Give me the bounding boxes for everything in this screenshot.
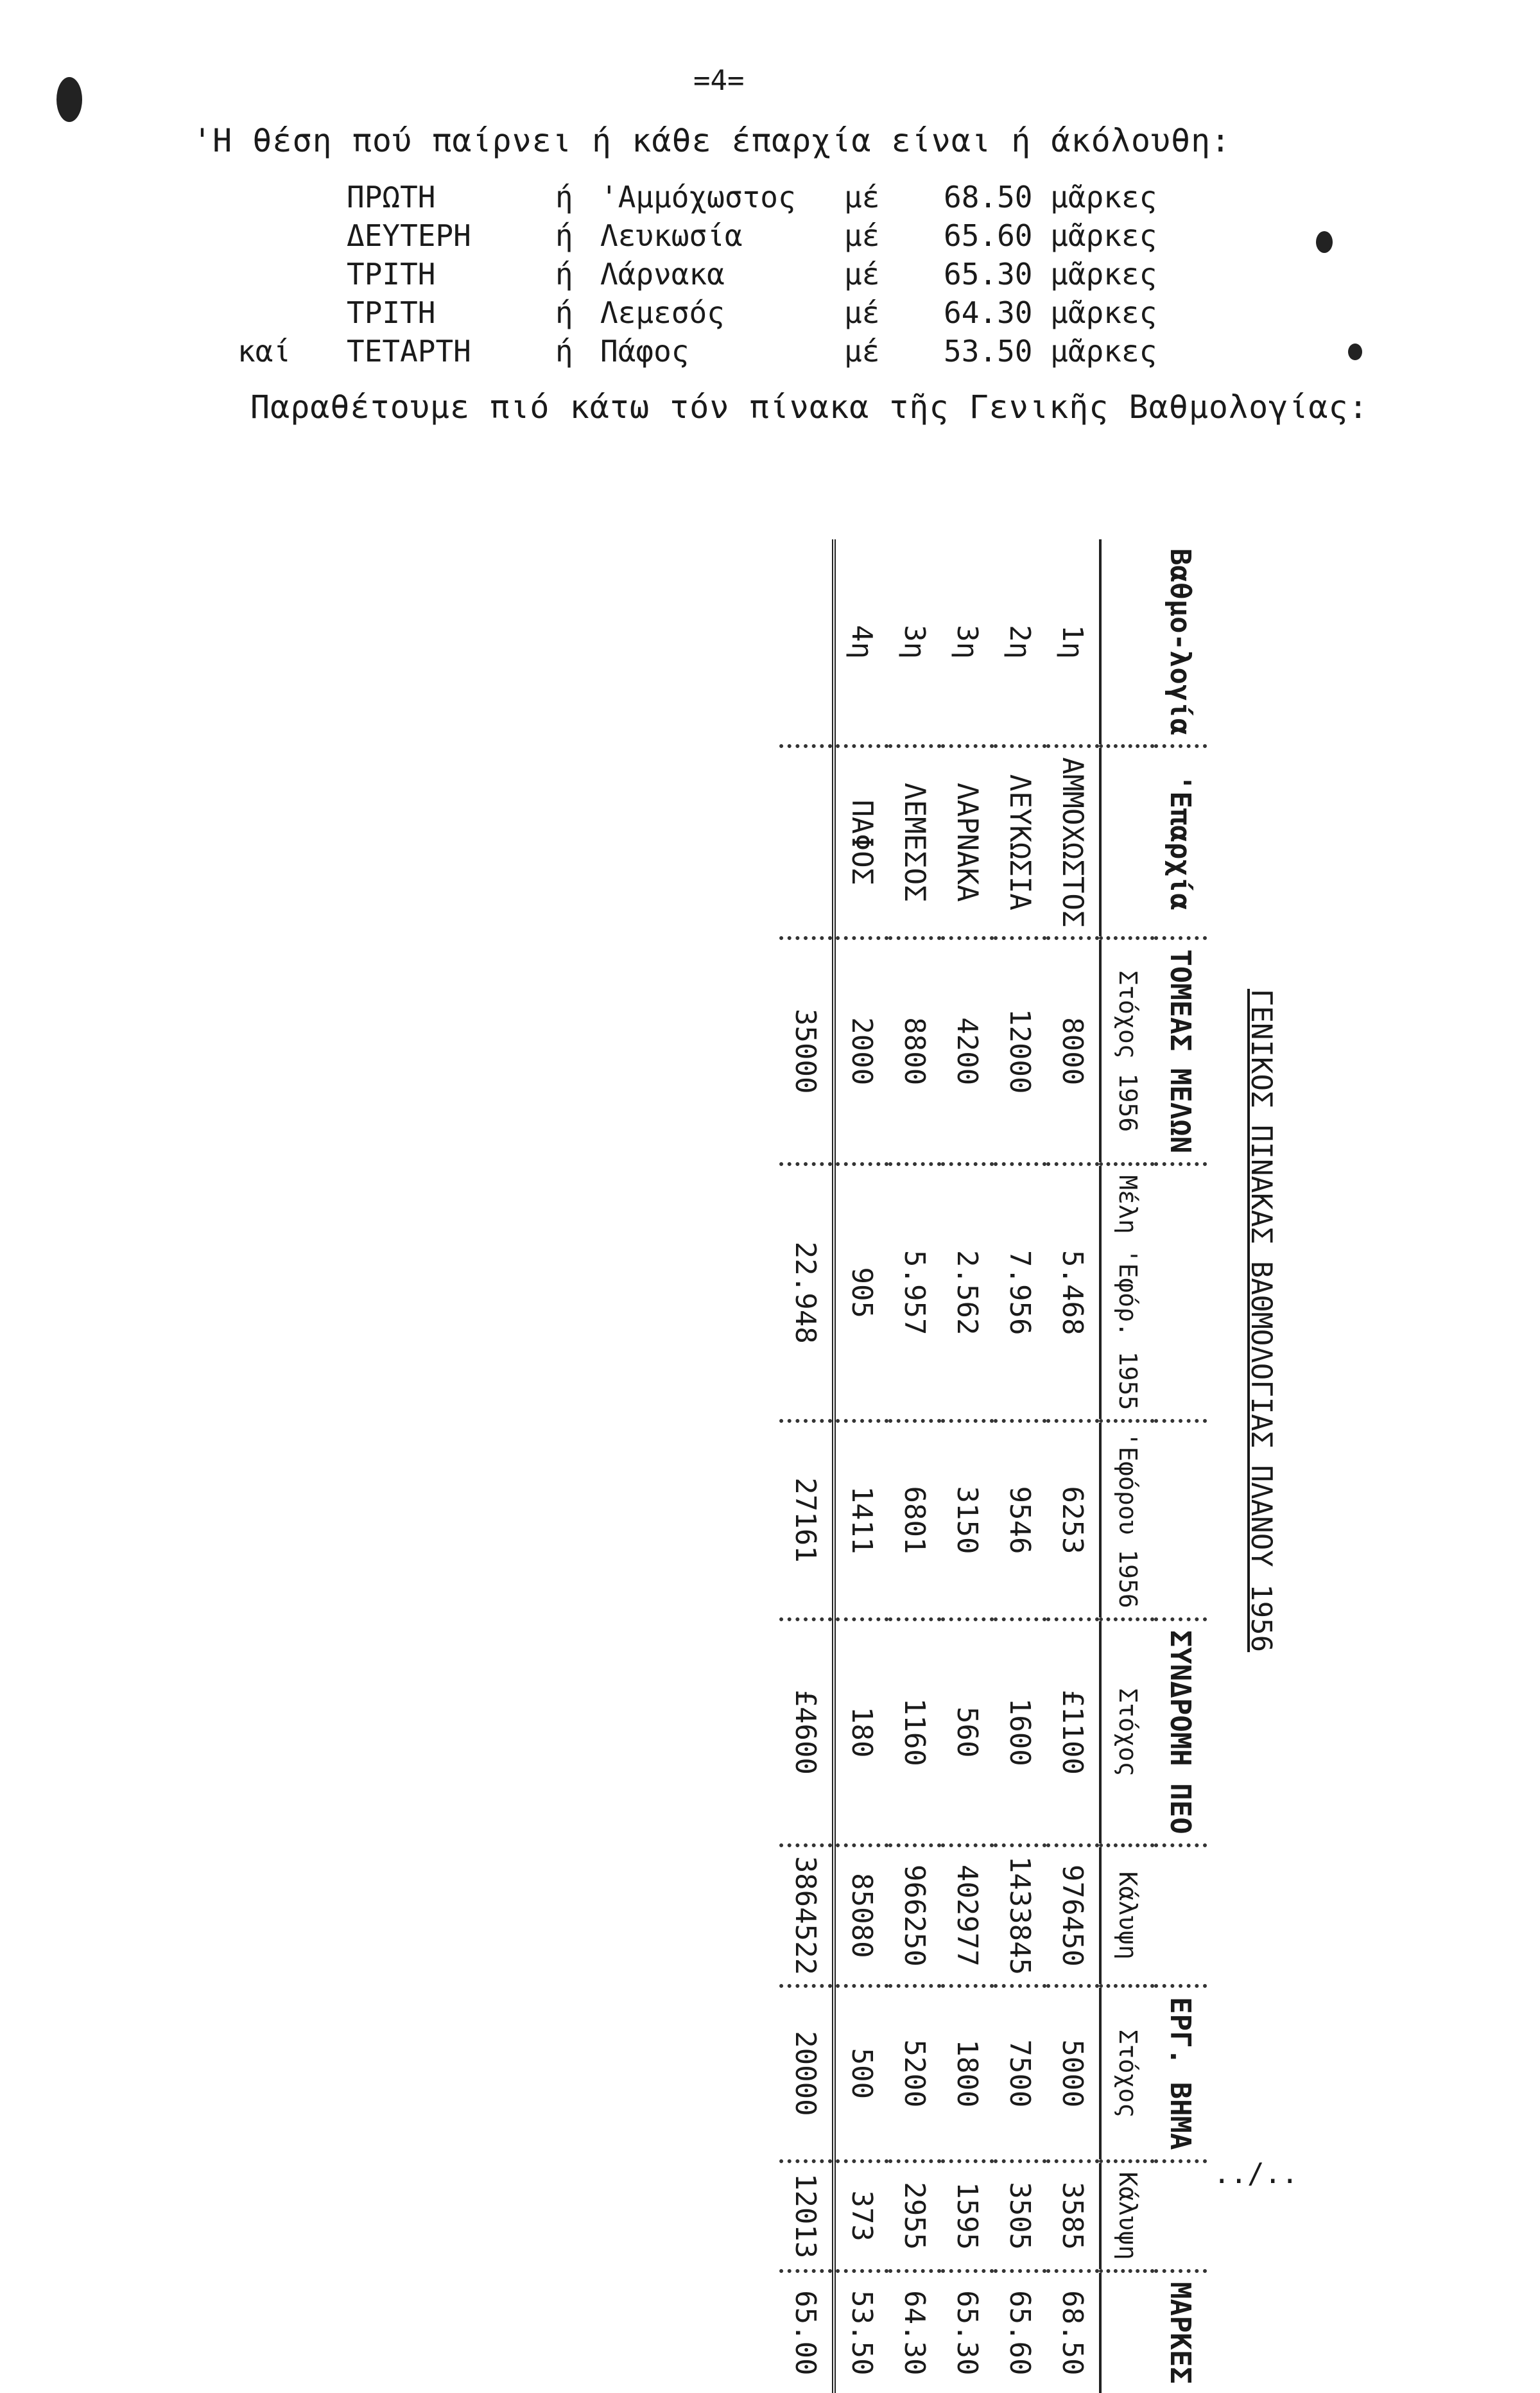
table-cell: 85080 [834, 1845, 888, 1986]
table-cell: 560 [941, 1619, 994, 1845]
table-cell: 1800 [941, 1986, 994, 2161]
table-cell: 9546 [994, 1421, 1046, 1619]
ranking-district: Λάρνακα [600, 257, 725, 292]
table-cell: 1433845 [994, 1845, 1046, 1986]
table-cell: 2000 [834, 938, 888, 1164]
ranking-with: μέ [844, 257, 880, 292]
table-cell: 8000 [1046, 938, 1100, 1164]
table-cell: 180 [834, 1619, 888, 1845]
table-cell: 4η [834, 539, 888, 746]
group-header-cell [1154, 1164, 1207, 1421]
ranking-article: ή [555, 334, 573, 369]
total-cell [779, 746, 834, 938]
group-header-cell: ΜΑΡΚΕΣ [1164, 2281, 1197, 2384]
ranking-article: ή [555, 295, 573, 330]
total-cell: 35000 [779, 938, 834, 1164]
group-header-cell: ΕΡΓ. ΒΗΜΑ [1154, 1986, 1207, 2161]
total-cell: 22.948 [779, 1164, 834, 1421]
table-cell: ΛΕΥΚΩΣΙΑ [994, 746, 1046, 938]
ranking-with: μέ [844, 180, 880, 214]
group-header-cell [1154, 2161, 1207, 2271]
ranking-with: μέ [844, 218, 880, 253]
table-cell: 402977 [941, 1845, 994, 1986]
table-cell: 905 [834, 1164, 888, 1421]
table-cell: 6801 [888, 1421, 941, 1619]
table-row [888, 539, 941, 2393]
ink-smudge [56, 77, 82, 122]
ranking-article: ή [555, 257, 573, 292]
table-cell: 373 [834, 2161, 888, 2271]
ranking-marks: 64.30 μᾶρκες [944, 295, 1157, 330]
table-cell: 68.50 [1056, 2290, 1089, 2376]
table-cell: ΠΑΦΟΣ [834, 746, 888, 938]
total-cell: 12013 [779, 2161, 834, 2271]
total-row [779, 539, 834, 2393]
ranking-marks: 53.50 μᾶρκες [944, 334, 1157, 369]
total-cell: £4600 [779, 1619, 834, 1845]
ranking-position: ΠΡΩΤΗ [347, 180, 436, 214]
table-cell: ΛΑΡΝΑΚΑ [941, 746, 994, 938]
group-header-cell: Βαθμο-λογία [1154, 539, 1207, 746]
table-cell: 64.30 [898, 2290, 931, 2376]
table-row [1046, 539, 1100, 2393]
group-header-cell [1154, 1845, 1207, 1986]
table-cell: 65.60 [1003, 2290, 1037, 2376]
table-cell: 12000 [994, 938, 1046, 1164]
ranking-with: μέ [844, 334, 880, 369]
ranking-article: ή [555, 218, 573, 253]
ink-smudge [1316, 231, 1333, 253]
table-title: ΓΕΝΙΚΟΣ ΠΙΝΑΚΑΣ ΒΑΘΜΟΛΟΓΙΑΣ ΠΛΑΝΟΥ 1956 [1245, 989, 1277, 1653]
group-header-cell: 'Επαρχία [1154, 746, 1207, 938]
table-row [994, 539, 1046, 2393]
table-cell: 53.50 [845, 2290, 879, 2376]
sub-header-cell: Στόχος 1956 [1100, 938, 1154, 1164]
continuation-mark: ../.. [1213, 2157, 1299, 2190]
sub-header-cell: Μέλη 'Εφόρ. 1955 [1100, 1164, 1154, 1421]
table-cell: 5.957 [888, 1164, 941, 1421]
table-cell: ΛΕΜΕΣΟΣ [888, 746, 941, 938]
page-number: =4= [693, 64, 745, 97]
ranking-district: Λευκωσία [600, 218, 743, 253]
ranking-district: Πάφος [600, 334, 689, 369]
sub-header-cell: Στόχος [1100, 1619, 1154, 1845]
table-cell: 6253 [1046, 1421, 1100, 1619]
table-cell: 4200 [941, 938, 994, 1164]
ranking-position: ΤΡΙΤΗ [347, 295, 436, 330]
table-cell: 2.562 [941, 1164, 994, 1421]
ranking-with: μέ [844, 295, 880, 330]
total-cell: 27161 [779, 1421, 834, 1619]
table-cell: 3585 [1046, 2161, 1100, 2271]
score-table [779, 539, 1207, 2393]
table-row [941, 539, 994, 2393]
ranking-position: ΔΕΥΤΕΡΗ [347, 218, 471, 253]
table-cell: 2955 [888, 2161, 941, 2271]
sub-header-cell [1100, 539, 1154, 746]
table-cell: 966250 [888, 1845, 941, 1986]
table-cell: 65.30 [951, 2290, 984, 2376]
table-cell: 5.468 [1046, 1164, 1100, 1421]
table-cell: ΑΜΜΟΧΩΣΤΟΣ [1046, 746, 1100, 938]
table-row [834, 539, 888, 2393]
ranking-position: ΤΕΤΑΡΤΗ [347, 334, 471, 369]
ranking-marks: 65.30 μᾶρκες [944, 257, 1157, 292]
group-header-cell: ΣΥΝΔΡΟΜΗ ΠΕΟ [1154, 1619, 1207, 1845]
sub-header-cell: 'Εφόρου 1956 [1100, 1421, 1154, 1619]
table-cell: 3η [941, 539, 994, 746]
ranking-position: ΤΡΙΤΗ [347, 257, 436, 292]
table-cell: 3η [888, 539, 941, 746]
total-cell: 3864522 [779, 1845, 834, 1986]
table-cell: 1595 [941, 2161, 994, 2271]
ranking-marks: 68.50 μᾶρκες [944, 180, 1157, 214]
ranking-prefix: καί [238, 334, 291, 369]
table-cell: 7.956 [994, 1164, 1046, 1421]
total-cell: 65.00 [779, 2271, 834, 2393]
table-cell: 3150 [941, 1421, 994, 1619]
table-cell: 1600 [994, 1619, 1046, 1845]
sub-header-cell: Στόχος [1100, 1986, 1154, 2161]
total-cell [779, 539, 834, 746]
table-cell: 1411 [834, 1421, 888, 1619]
table-cell: £1100 [1046, 1619, 1100, 1845]
sub-header-cell [1100, 2271, 1154, 2393]
group-header-cell [1154, 1421, 1207, 1619]
table-cell: 2η [994, 539, 1046, 746]
table-cell: 1η [1046, 539, 1100, 746]
table-cell: 7500 [994, 1986, 1046, 2161]
ink-smudge [1348, 344, 1362, 360]
sub-header-cell: Κάλυψη [1100, 1845, 1154, 1986]
table-cell: 5000 [1046, 1986, 1100, 2161]
table-cell: 8800 [888, 938, 941, 1164]
table-intro-text: Παραθέτουμε πιό κάτω τόν πίνακα τῆς Γενικῆς Βαθμολογίας: [250, 388, 1369, 426]
table-cell: 1160 [888, 1619, 941, 1845]
ranking-district: 'Αμμόχωστος [600, 180, 796, 214]
sub-header-row [1100, 539, 1154, 2393]
group-header-row [1154, 539, 1207, 2393]
rotated-table-area [565, 539, 1277, 2384]
table-cell: 500 [834, 1986, 888, 2161]
intro-text: 'Η θέση πού παίρνει ή κάθε έπαρχία είναι ή άκόλουθη: [193, 122, 1231, 159]
table-cell: 3505 [994, 2161, 1046, 2271]
sub-header-cell [1100, 746, 1154, 938]
group-header-cell: ΤΟΜΕΑΣ ΜΕΛΩΝ [1154, 938, 1207, 1164]
table-cell: 976450 [1046, 1845, 1100, 1986]
table-cell: 5200 [888, 1986, 941, 2161]
sub-header-cell: Κάλυψη [1100, 2161, 1154, 2271]
ranking-district: Λεμεσός [600, 295, 725, 330]
total-cell: 20000 [779, 1986, 834, 2161]
ranking-marks: 65.60 μᾶρκες [944, 218, 1157, 253]
ranking-article: ή [555, 180, 573, 214]
